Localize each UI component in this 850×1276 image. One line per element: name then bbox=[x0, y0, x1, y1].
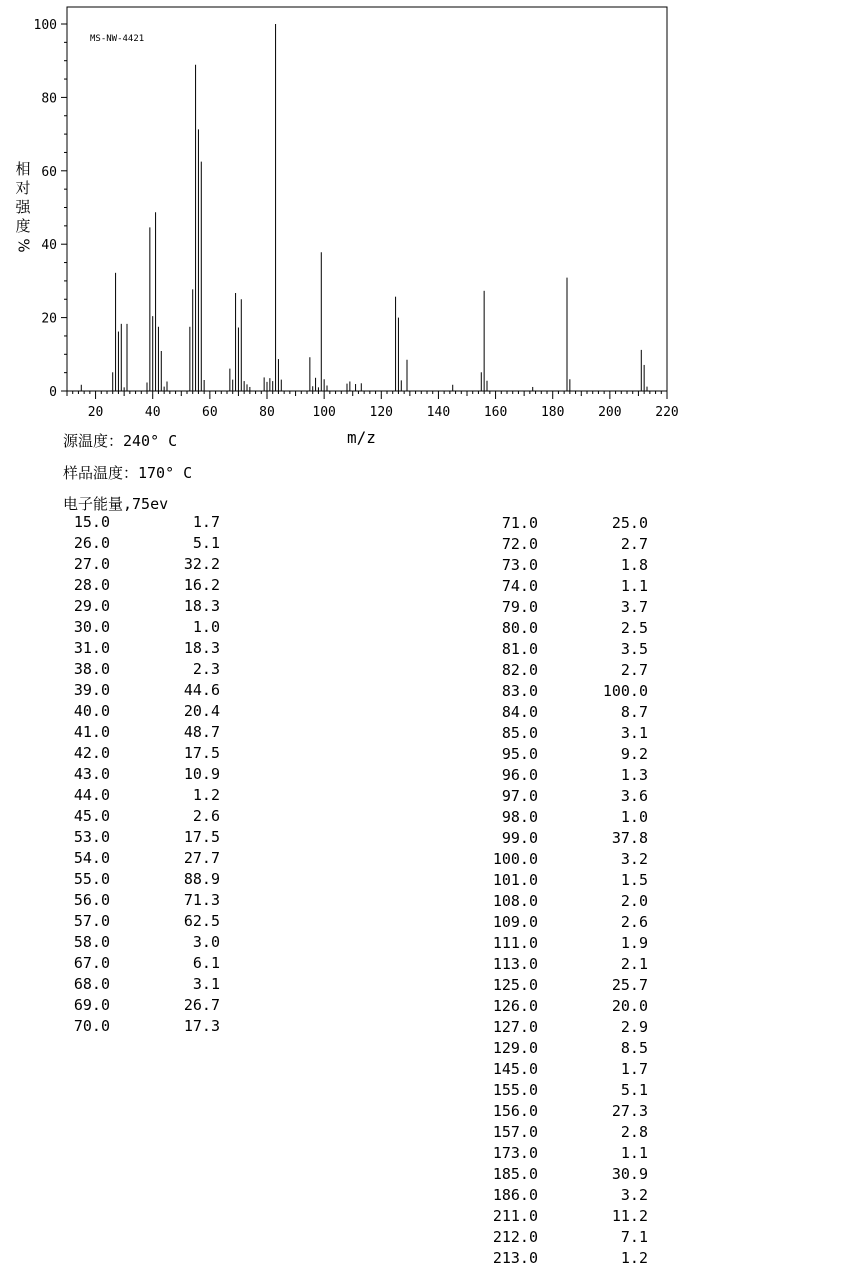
intensity-value: 1.2 bbox=[620, 1249, 648, 1267]
mz-value: 113.0 bbox=[492, 955, 538, 973]
peak-row bbox=[63, 848, 220, 869]
mz-value: 79.0 bbox=[501, 598, 538, 616]
x-tick-label: 100 bbox=[312, 405, 336, 420]
x-tick-label: 180 bbox=[540, 405, 565, 420]
peak-row bbox=[480, 933, 648, 954]
peak-row bbox=[480, 1038, 648, 1059]
intensity-value: 3.7 bbox=[620, 598, 648, 616]
intensity-value: 2.6 bbox=[192, 807, 220, 825]
intensity-value: 3.2 bbox=[620, 850, 648, 868]
mz-value: 186.0 bbox=[492, 1186, 538, 1204]
x-tick-label: 80 bbox=[259, 405, 275, 420]
intensity-value: 3.1 bbox=[192, 975, 220, 993]
mz-value: 28.0 bbox=[73, 576, 110, 594]
intensity-value: 1.0 bbox=[192, 618, 220, 636]
peak-row bbox=[480, 1101, 648, 1122]
y-axis-label-char: 度 bbox=[15, 217, 31, 235]
peak-row bbox=[480, 1227, 648, 1248]
peak-row bbox=[63, 533, 220, 554]
peak-row bbox=[63, 701, 220, 722]
mz-value: 156.0 bbox=[492, 1102, 538, 1120]
mz-value: 97.0 bbox=[501, 787, 538, 805]
mz-value: 145.0 bbox=[492, 1060, 538, 1078]
peak-row bbox=[63, 575, 220, 596]
mz-value: 43.0 bbox=[73, 765, 110, 783]
mz-value: 38.0 bbox=[73, 660, 110, 678]
intensity-value: 17.5 bbox=[183, 828, 220, 846]
peak-row bbox=[480, 765, 648, 786]
peak-row bbox=[480, 870, 648, 891]
intensity-value: 27.3 bbox=[611, 1102, 648, 1120]
peak-row bbox=[63, 911, 220, 932]
intensity-value: 2.6 bbox=[620, 913, 648, 931]
y-axis-label-char: 相 bbox=[15, 160, 31, 178]
mz-value: 57.0 bbox=[73, 912, 110, 930]
mz-value: 40.0 bbox=[73, 702, 110, 720]
intensity-value: 18.3 bbox=[183, 597, 220, 615]
peak-row bbox=[63, 743, 220, 764]
intensity-value: 88.9 bbox=[183, 870, 220, 888]
x-tick-label: 120 bbox=[369, 405, 394, 420]
mass-spectrum-chart bbox=[0, 0, 850, 460]
mz-value: 30.0 bbox=[73, 618, 110, 636]
peak-row bbox=[63, 932, 220, 953]
mz-value: 68.0 bbox=[73, 975, 110, 993]
intensity-value: 2.1 bbox=[620, 955, 648, 973]
intensity-value: 37.8 bbox=[611, 829, 648, 847]
intensity-value: 2.8 bbox=[620, 1123, 648, 1141]
y-axis-label-char: 对 bbox=[15, 179, 31, 197]
sample-temperature: 样品温度：170° C bbox=[63, 464, 193, 482]
intensity-value: 5.1 bbox=[192, 534, 220, 552]
y-tick-label: 100 bbox=[33, 18, 57, 33]
peak-row bbox=[480, 618, 648, 639]
peak-row bbox=[63, 617, 220, 638]
mz-value: 155.0 bbox=[492, 1081, 538, 1099]
mz-value: 108.0 bbox=[492, 892, 538, 910]
peak-row bbox=[480, 849, 648, 870]
peak-row bbox=[480, 639, 648, 660]
peak-row bbox=[480, 555, 648, 576]
mz-value: 109.0 bbox=[492, 913, 538, 931]
intensity-value: 3.6 bbox=[620, 787, 648, 805]
mz-value: 157.0 bbox=[492, 1123, 538, 1141]
mz-value: 99.0 bbox=[501, 829, 538, 847]
mz-value: 27.0 bbox=[73, 555, 110, 573]
peak-row bbox=[63, 554, 220, 575]
mz-value: 15.0 bbox=[73, 513, 110, 531]
intensity-value: 48.7 bbox=[183, 723, 220, 741]
peak-row bbox=[63, 995, 220, 1016]
peak-row bbox=[480, 954, 648, 975]
intensity-value: 18.3 bbox=[183, 639, 220, 657]
x-tick-label: 220 bbox=[655, 405, 679, 420]
peak-row bbox=[480, 996, 648, 1017]
mz-value: 53.0 bbox=[73, 828, 110, 846]
peak-row bbox=[480, 786, 648, 807]
peak-row bbox=[63, 764, 220, 785]
peak-table-right bbox=[480, 513, 648, 1269]
mz-value: 70.0 bbox=[73, 1017, 110, 1035]
mz-value: 185.0 bbox=[492, 1165, 538, 1183]
intensity-value: 10.9 bbox=[183, 765, 220, 783]
intensity-value: 1.5 bbox=[620, 871, 648, 889]
peak-row bbox=[63, 596, 220, 617]
mz-value: 56.0 bbox=[73, 891, 110, 909]
mz-value: 96.0 bbox=[501, 766, 538, 784]
x-tick-label: 60 bbox=[202, 405, 218, 420]
x-tick-label: 20 bbox=[87, 405, 104, 420]
intensity-value: 1.7 bbox=[192, 513, 220, 531]
chart-title: MS-NW-4421 bbox=[90, 34, 145, 44]
peak-row bbox=[480, 1080, 648, 1101]
intensity-value: 1.0 bbox=[620, 808, 648, 826]
mz-value: 84.0 bbox=[501, 703, 538, 721]
mz-value: 129.0 bbox=[492, 1039, 538, 1057]
peak-row bbox=[480, 534, 648, 555]
mz-value: 69.0 bbox=[73, 996, 110, 1014]
y-tick-label: 40 bbox=[41, 238, 57, 254]
mz-value: 211.0 bbox=[492, 1207, 538, 1225]
peak-row bbox=[480, 702, 648, 723]
x-axis-ticks bbox=[67, 391, 679, 420]
mz-value: 101.0 bbox=[492, 871, 538, 889]
peak-table-left bbox=[63, 512, 220, 1037]
intensity-value: 44.6 bbox=[183, 681, 220, 699]
peak-row bbox=[63, 974, 220, 995]
intensity-value: 5.1 bbox=[620, 1081, 648, 1099]
mz-value: 212.0 bbox=[492, 1228, 538, 1246]
peak-row bbox=[63, 1016, 220, 1037]
intensity-value: 7.1 bbox=[620, 1228, 648, 1246]
intensity-value: 25.7 bbox=[611, 976, 648, 994]
mz-value: 95.0 bbox=[501, 745, 538, 763]
peak-row bbox=[63, 869, 220, 890]
mz-value: 67.0 bbox=[73, 954, 110, 972]
y-tick-label: 80 bbox=[41, 91, 57, 107]
mz-value: 39.0 bbox=[73, 681, 110, 699]
y-axis-ticks bbox=[34, 18, 67, 400]
intensity-value: 1.8 bbox=[620, 556, 648, 574]
mz-value: 111.0 bbox=[492, 934, 538, 952]
peak-row bbox=[480, 1164, 648, 1185]
x-axis-title: m/z bbox=[347, 428, 376, 447]
mz-value: 73.0 bbox=[501, 556, 538, 574]
y-tick-label: 20 bbox=[41, 311, 57, 327]
peak-row bbox=[480, 576, 648, 597]
intensity-value: 3.5 bbox=[620, 640, 648, 658]
mz-value: 44.0 bbox=[73, 786, 110, 804]
peak-row bbox=[480, 828, 648, 849]
peak-row bbox=[480, 912, 648, 933]
peak-row bbox=[63, 638, 220, 659]
peak-row bbox=[480, 744, 648, 765]
mz-value: 100.0 bbox=[492, 850, 538, 868]
peak-row bbox=[480, 597, 648, 618]
mz-value: 80.0 bbox=[501, 619, 538, 637]
intensity-value: 25.0 bbox=[611, 514, 648, 532]
intensity-value: 1.1 bbox=[620, 577, 648, 595]
intensity-value: 17.3 bbox=[183, 1017, 220, 1035]
intensity-value: 9.2 bbox=[620, 745, 648, 763]
mz-value: 173.0 bbox=[492, 1144, 538, 1162]
intensity-value: 2.9 bbox=[620, 1018, 648, 1036]
plot-frame bbox=[67, 7, 667, 391]
peak-row bbox=[480, 891, 648, 912]
y-tick-label: 60 bbox=[41, 164, 57, 180]
y-axis-label bbox=[14, 160, 32, 255]
intensity-value: 2.5 bbox=[620, 619, 648, 637]
mz-value: 85.0 bbox=[501, 724, 538, 742]
mz-value: 54.0 bbox=[73, 849, 110, 867]
peak-row bbox=[480, 807, 648, 828]
peak-row bbox=[480, 1143, 648, 1164]
intensity-value: 100.0 bbox=[602, 682, 648, 700]
intensity-value: 1.2 bbox=[192, 786, 220, 804]
mz-value: 72.0 bbox=[501, 535, 538, 553]
intensity-value: 11.2 bbox=[611, 1207, 648, 1225]
intensity-value: 20.0 bbox=[611, 997, 648, 1015]
peak-row bbox=[63, 806, 220, 827]
intensity-value: 62.5 bbox=[183, 912, 220, 930]
mz-value: 126.0 bbox=[492, 997, 538, 1015]
mz-value: 26.0 bbox=[73, 534, 110, 552]
intensity-value: 2.7 bbox=[620, 535, 648, 553]
peak-row bbox=[63, 722, 220, 743]
peak-row bbox=[480, 975, 648, 996]
intensity-value: 1.3 bbox=[620, 766, 648, 784]
peak-row bbox=[480, 1185, 648, 1206]
intensity-value: 3.0 bbox=[192, 933, 220, 951]
intensity-value: 30.9 bbox=[611, 1165, 648, 1183]
mz-value: 98.0 bbox=[501, 808, 538, 826]
peak-row bbox=[480, 681, 648, 702]
plot-border bbox=[67, 7, 667, 391]
mz-value: 81.0 bbox=[501, 640, 538, 658]
peak-row bbox=[480, 1017, 648, 1038]
peak-row bbox=[480, 1206, 648, 1227]
peak-bars bbox=[81, 24, 647, 391]
x-tick-label: 40 bbox=[144, 405, 161, 420]
y-tick-label: 0 bbox=[49, 385, 57, 400]
y-axis-label-char: 强 bbox=[15, 198, 31, 216]
intensity-value: 6.1 bbox=[192, 954, 220, 972]
peak-row bbox=[63, 680, 220, 701]
peak-row bbox=[480, 1122, 648, 1143]
intensity-value: 1.7 bbox=[620, 1060, 648, 1078]
intensity-value: 1.9 bbox=[620, 934, 648, 952]
intensity-value: 2.3 bbox=[192, 660, 220, 678]
intensity-value: 3.1 bbox=[620, 724, 648, 742]
peak-row bbox=[480, 1059, 648, 1080]
mz-value: 74.0 bbox=[501, 577, 538, 595]
intensity-value: 27.7 bbox=[183, 849, 220, 867]
intensity-value: 32.2 bbox=[183, 555, 220, 573]
mz-value: 55.0 bbox=[73, 870, 110, 888]
y-axis-unit: % bbox=[14, 238, 33, 253]
peak-row bbox=[63, 785, 220, 806]
x-tick-label: 140 bbox=[426, 405, 451, 420]
peak-row bbox=[480, 723, 648, 744]
intensity-value: 17.5 bbox=[183, 744, 220, 762]
intensity-value: 8.7 bbox=[620, 703, 648, 721]
peak-row bbox=[480, 660, 648, 681]
peak-row bbox=[63, 827, 220, 848]
mz-value: 31.0 bbox=[73, 639, 110, 657]
intensity-value: 20.4 bbox=[183, 702, 220, 720]
intensity-value: 1.1 bbox=[620, 1144, 648, 1162]
intensity-value: 71.3 bbox=[183, 891, 220, 909]
intensity-value: 3.2 bbox=[620, 1186, 648, 1204]
intensity-value: 2.0 bbox=[620, 892, 648, 910]
electron-energy: 电子能量,75ev bbox=[63, 495, 169, 513]
peak-row bbox=[63, 659, 220, 680]
peak-row bbox=[480, 513, 648, 534]
source-temperature: 源温度：240° C bbox=[63, 432, 178, 450]
mz-value: 29.0 bbox=[73, 597, 110, 615]
peak-row bbox=[480, 1248, 648, 1269]
mz-value: 83.0 bbox=[501, 682, 538, 700]
x-tick-label: 200 bbox=[598, 405, 622, 420]
mz-value: 45.0 bbox=[73, 807, 110, 825]
mz-value: 58.0 bbox=[73, 933, 110, 951]
mz-value: 41.0 bbox=[73, 723, 110, 741]
mz-value: 82.0 bbox=[501, 661, 538, 679]
intensity-value: 16.2 bbox=[183, 576, 220, 594]
mz-value: 127.0 bbox=[492, 1018, 538, 1036]
intensity-value: 2.7 bbox=[620, 661, 648, 679]
intensity-value: 26.7 bbox=[183, 996, 220, 1014]
intensity-value: 8.5 bbox=[620, 1039, 648, 1057]
x-tick-label: 160 bbox=[483, 405, 508, 420]
mz-value: 213.0 bbox=[492, 1249, 538, 1267]
mz-value: 125.0 bbox=[492, 976, 538, 994]
mz-value: 42.0 bbox=[73, 744, 110, 762]
peak-row bbox=[63, 512, 220, 533]
mz-value: 71.0 bbox=[501, 514, 538, 532]
peak-row bbox=[63, 953, 220, 974]
peak-row bbox=[63, 890, 220, 911]
